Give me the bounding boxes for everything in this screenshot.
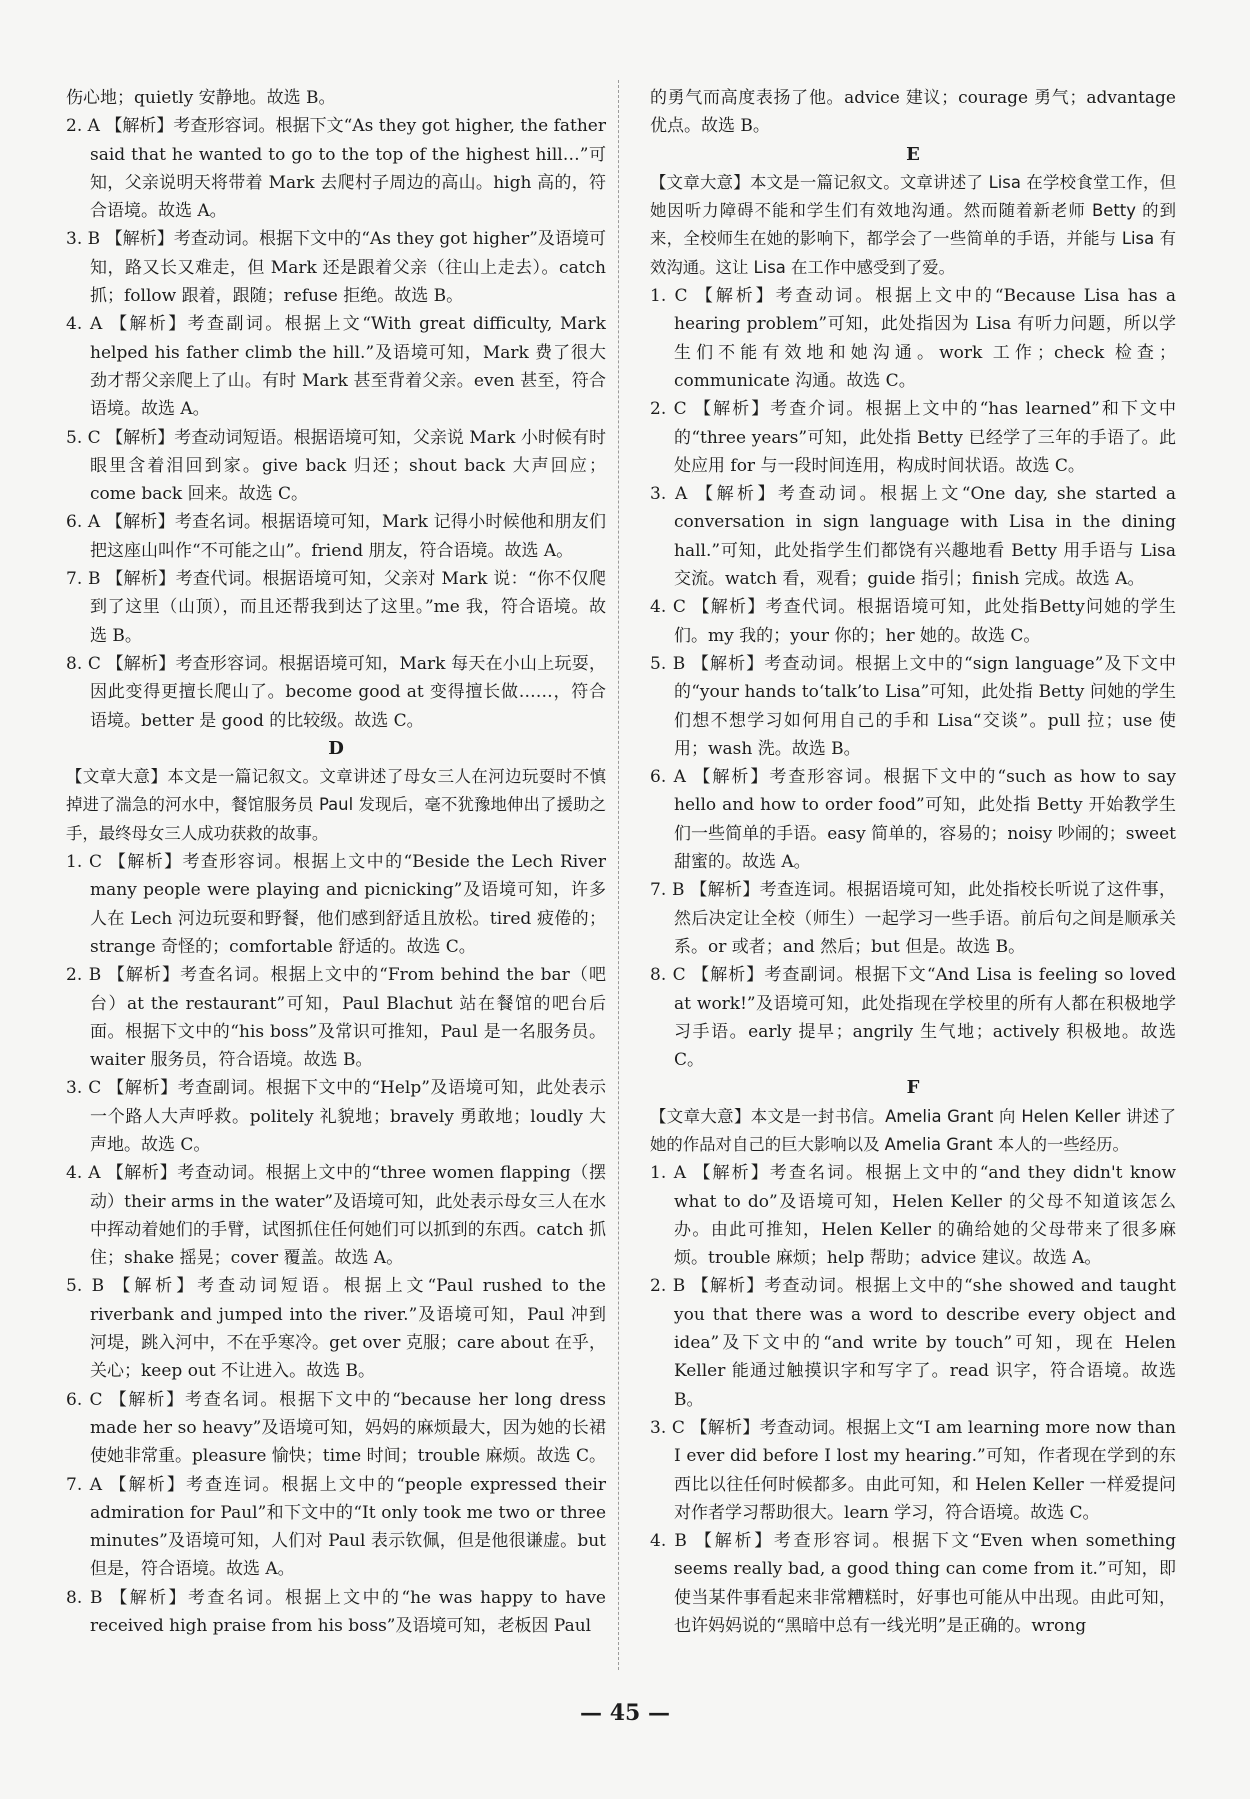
answer-item: 6. A 【解析】考查名词。根据语境可知，Mark 记得小时候他和朋友们把这座山叫作“不可能之山”。friend 朋友，符合语境。故选 A。 [66,512,606,561]
answer-item: 1. C 【解析】考查形容词。根据上文中的“Beside the Lech River many people were playing and picnicking”及语境可知，许多人在 Lech 河边玩耍和野餐，他们感到舒适且放松。tired 疲倦的；strange 奇怪的；comfortable 舒适的。故选 C。 [66,852,606,957]
answer-item: 2. B 【解析】考查名词。根据上文中的“From behind the bar（吧台）at the restaurant”可知，Paul Blachut 站在餐馆的吧台后面。根据下文中的“his boss”及常识可推知，Paul 是一名服务员。waiter 服务员，符合语境。故选 B。 [66,965,606,1071]
answer-item: 2. A 【解析】考查形容词。根据下文“As they got higher, the father said that he wanted to go to the top of the highest hill…”可知，父亲说明天将带着 Mark 去爬村子周边的高山。high 高的，符合语境。故选 A。 [66,116,606,222]
answer-item: 6. A 【解析】考查形容词。根据下文中的“such as how to say hello and how to order food”可知，此处指 Betty 开始教学生们一些简单的手语。easy 简单的，容易的；noisy 吵闹的；sweet 甜蜜的。故选 A。 [650,767,1176,873]
answer-item: 3. C 【解析】考查动词。根据上文“I am learning more now than I ever did before I lost my hearing.”可知，作者现在学到的东西比以往任何时候都多。由此可知，和 Helen Keller 一样爱提问对作者学习帮助很大。learn 学习，符合语境。故选 C。 [650,1417,1176,1523]
continued-text: 伤心地；quietly 安静地。故选 B。 [66,88,336,108]
column-divider [618,80,620,1670]
continued-text: 的勇气而高度表扬了他。advice 建议；courage 勇气；advantage 优点。故选 B。 [650,88,1176,137]
answer-item: 5. B 【解析】考查动词。根据上文中的“sign language”及下文中的“your hands to‘talk’to Lisa”可知，此处指 Betty 问她的学生们想不想学习如何用自己的手和 Lisa“交谈”。pull 拉；use 使用；wash 洗。故选 B。 [650,653,1176,759]
page-number: — 45 — [580,1700,670,1726]
answer-item: 4. C 【解析】考查代词。根据语境可知，此处指Betty问她的学生们。my 我的；your 你的；her 她的。故选 C。 [650,597,1176,646]
answer-item: 7. B 【解析】考查代词。根据语境可知，父亲对 Mark 说：“你不仅爬到了这里（山顶），而且还帮我到达了这里。”me 我，符合语境。故选 B。 [66,569,606,646]
answer-item: 2. C 【解析】考查介词。根据上文中的“has learned”和下文中的“three years”可知，此处指 Betty 已经学了三年的手语了。此处应用 for 与一段时间连用，构成时间状语。故选 C。 [650,399,1176,476]
answer-item: 8. B 【解析】考查名词。根据上文中的“he was happy to have received high praise from his boss”及语境可知，老板因 Paul [66,1587,606,1637]
article-summary: 【文章大意】本文是一篇记叙文。文章讲述了 Lisa 在学校食堂工作，但她因听力障碍不能和学生们有效地沟通。然而随着新老师 Betty 的到来，全校师生在她的影响下，都学会了一些简单的手语，并能与 Lisa 有效沟通。这让 Lisa 在工作中感受到了爱。 [650,172,1176,277]
answer-item: 2. B 【解析】考查动词。根据上文中的“she showed and taught you that there was a word to describe every object and idea”及下文中的“and write by touch”可知，现在 Helen Keller 能通过触摸识字和写字了。read 识字，符合语境。故选 B。 [650,1276,1176,1410]
answer-item: 1. A 【解析】考查名词。根据上文中的“and they didn't know what to do”及语境可知，Helen Keller 的父母不知道该怎么办。由此可推知，Helen Keller 的确给她的父母带来了很多麻烦。trouble 麻烦；help 帮助；advice 建议。故选 A。 [650,1163,1176,1269]
answer-item: 8. C 【解析】考查形容词。根据语境可知，Mark 每天在小山上玩耍，因此变得更擅长爬山了。become good at 变得擅长做……，符合语境。better 是 good 的比较级。故选 C。 [66,653,606,731]
answer-item: 7. A 【解析】考查连词。根据上文中的“people expressed their admiration for Paul”和下文中的“It only took me two or three minutes”及语境可知，人们对 Paul 表示钦佩，但是他很谦虚。but 但是，符合语境。故选 A。 [66,1474,606,1580]
answer-item: 4. A 【解析】考查动词。根据上文中的“three women flapping（摆动）their arms in the water”及语境可知，此处表示母女三人在水中挥动着她们的手臂，试图抓住任何她们可以抓到的东西。catch 抓住；shake 摇晃；cover 覆盖。故选 A。 [66,1163,606,1269]
article-summary: 【文章大意】本文是一篇记叙文。文章讲述了母女三人在河边玩耍时不慎掉进了湍急的河水中，餐馆服务员 Paul 发现后，毫不犹豫地伸出了援助之手，最终母女三人成功获救的故事。 [66,767,606,843]
answer-item: 4. B 【解析】考查形容词。根据下文“Even when something seems really bad, a good thing can come from it.”可知，即使当某件事看起来非常糟糕时，好事也可能从中出现。由此可知，也许妈妈说的“黑暗中总有一线光明”是正确的。wrong [650,1531,1176,1637]
answer-item: 7. B 【解析】考查连词。根据语境可知，此处指校长听说了这件事，然后决定让全校（师生）一起学习一些手语。前后句之间是顺承关系。or 或者；and 然后；but 但是。故选 B。 [650,880,1176,957]
section-heading-d: D [328,737,344,759]
right-column [650,84,1176,1640]
left-column [66,84,606,1640]
section-heading-f: F [906,1077,920,1099]
section-heading-e: E [906,143,920,165]
answer-item: 6. C 【解析】考查名词。根据下文中的“because her long dress made her so heavy”及语境可知，妈妈的麻烦最大，因为她的长裙使她非常重。pleasure 愉快；time 时间；trouble 麻烦。故选 C。 [66,1389,606,1467]
answer-item: 3. A 【解析】考查动词。根据上文“One day, she started a conversation in sign language with Lisa in the dining hall.”可知，此处指学生们都饶有兴趣地看 Betty 用手语与 Lisa 交流。watch 看，观看；guide 指引；finish 完成。故选 A。 [650,484,1176,590]
answer-item: 1. C 【解析】考查动词。根据上文中的“Because Lisa has a hearing problem”可知，此处指因为 Lisa 有听力问题，所以学生们不能有效地和她沟通。work 工作；check 检查；communicate 沟通。故选 C。 [650,286,1176,391]
answer-item: 8. C 【解析】考查副词。根据下文“And Lisa is feeling so loved at work!”及语境可知，此处指现在学校里的所有人都在积极地学习手语。early 提早；angrily 生气地；actively 积极地。故选 C。 [650,965,1176,1071]
article-summary: 【文章大意】本文是一封书信。Amelia Grant 向 Helen Keller 讲述了她的作品对自己的巨大影响以及 Amelia Grant 本人的一些经历。 [650,1106,1176,1154]
answer-item: 3. B 【解析】考查动词。根据下文中的“As they got higher”及语境可知，路又长又难走，但 Mark 还是跟着父亲（往山上走去）。catch 抓；follow 跟着，跟随；refuse 拒绝。故选 B。 [66,229,606,307]
answer-item: 5. C 【解析】考查动词短语。根据语境可知，父亲说 Mark 小时候有时眼里含着泪回到家。give back 归还；shout back 大声回应；come back 回来。故选 C。 [66,427,606,505]
answer-item: 3. C 【解析】考查副词。根据下文中的“Help”及语境可知，此处表示一个路人大声呼救。politely 礼貌地；bravely 勇敢地；loudly 大声地。故选 C。 [66,1078,606,1155]
answer-item: 4. A 【解析】考查副词。根据上文“With great difficulty, Mark helped his father climb the hill.”及语境可知，Mark 费了很大劲才帮父亲爬上了山。有时 Mark 甚至背着父亲。even 甚至，符合语境。故选 A。 [66,314,606,420]
answer-item: 5. B 【解析】考查动词短语。根据上文“Paul rushed to the riverbank and jumped into the river.”及语境可知，Paul 冲到河堤，跳入河中，不在乎寒冷。get over 克服；care about 在乎，关心；keep out 不让进入。故选 B。 [66,1276,606,1382]
